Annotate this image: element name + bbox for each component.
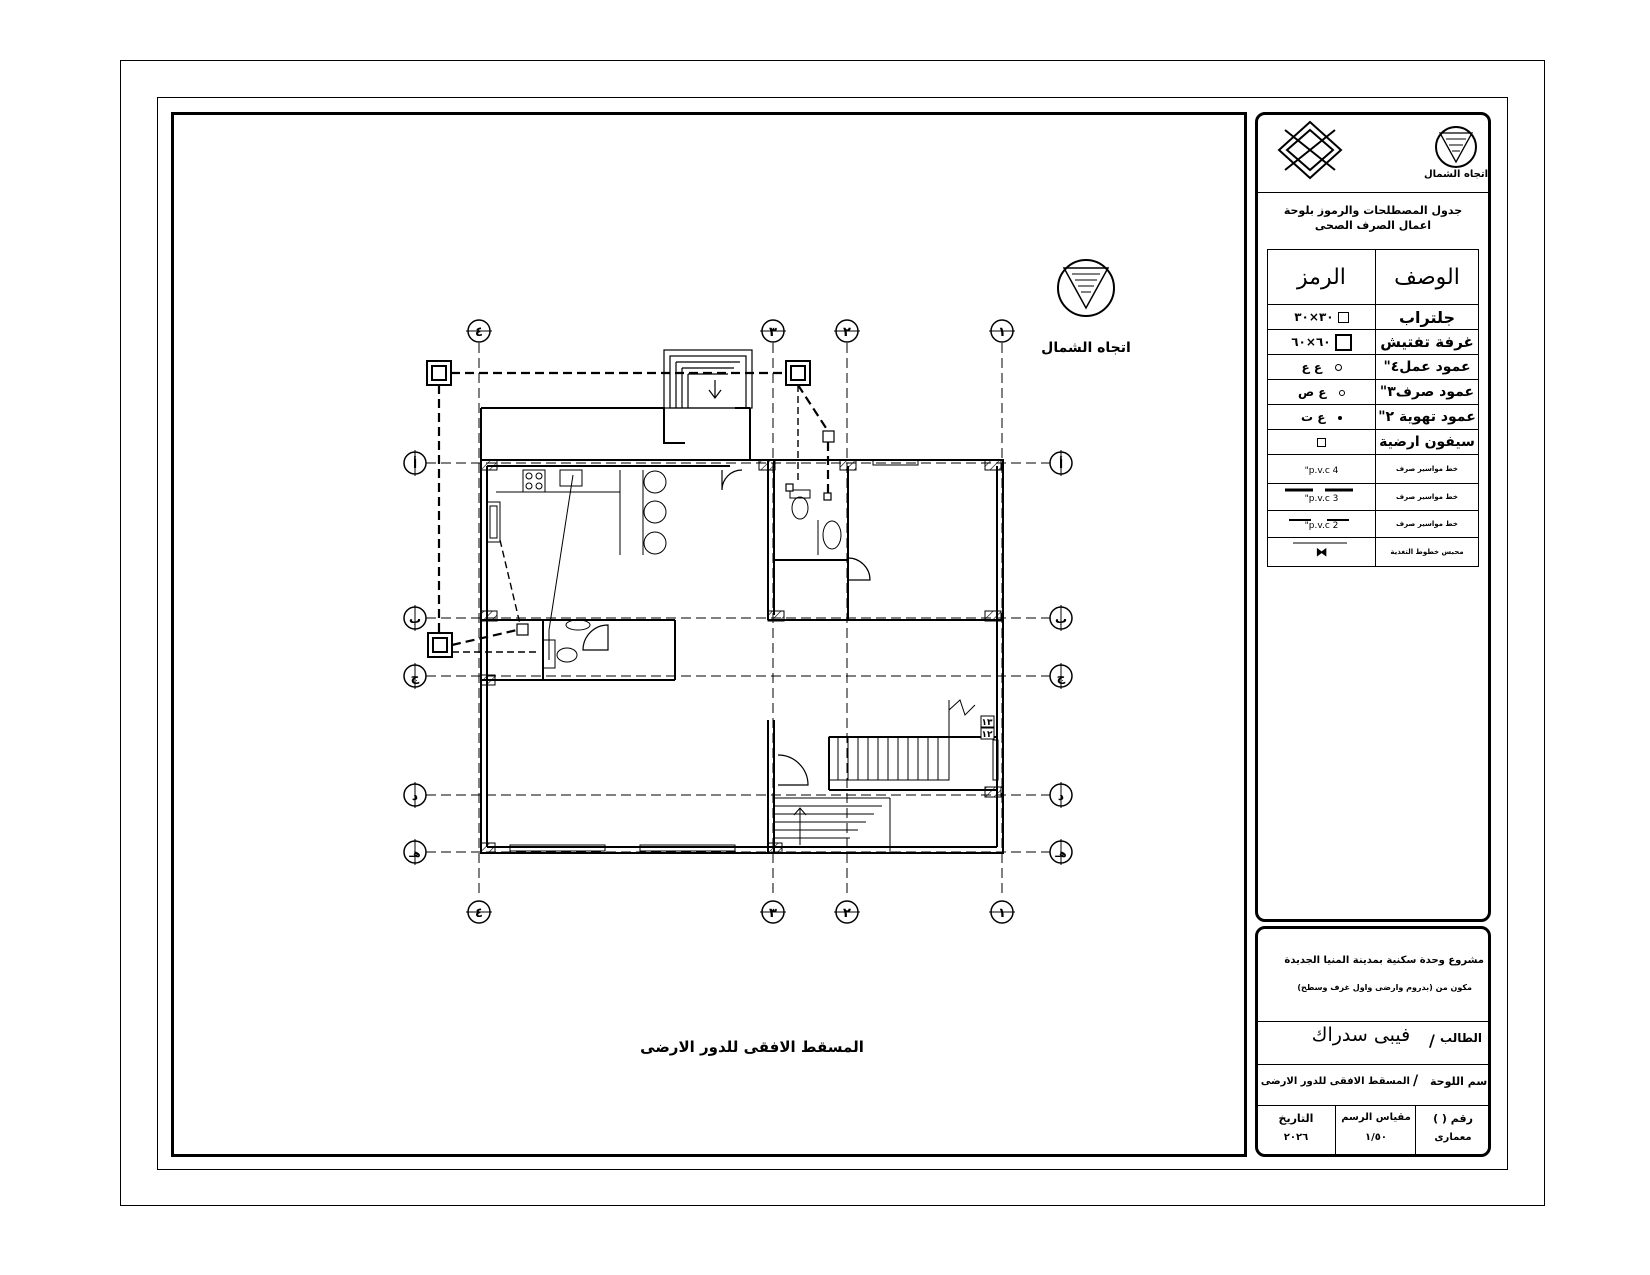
grid-bubble-top-1 bbox=[989, 320, 1015, 342]
legend-row-symbol: p.v.c 4" bbox=[1268, 455, 1376, 484]
drawing-title: المسقط الافقى للدور الارضى bbox=[640, 1038, 864, 1056]
svg-text:ج: ج bbox=[1056, 670, 1066, 684]
svg-text:٣: ٣ bbox=[769, 906, 777, 921]
legend-north-arrow-icon bbox=[1433, 124, 1479, 170]
legend-row-desc: خط مواسير صرف bbox=[1376, 484, 1479, 511]
grid-bubble-left-e bbox=[404, 839, 426, 865]
legend-row-desc: سيفون ارضية bbox=[1376, 430, 1479, 455]
legend-row-desc: جلتراب bbox=[1376, 305, 1479, 330]
grid-bubble-left-d bbox=[404, 782, 426, 808]
legend-row-desc: عمود عمل٤" bbox=[1376, 355, 1479, 380]
svg-text:٢: ٢ bbox=[843, 906, 851, 921]
scale-value: ١/٥٠ bbox=[1365, 1132, 1387, 1143]
svg-text:١: ١ bbox=[998, 906, 1006, 921]
legend-row-symbol: ٣٠×٣٠ bbox=[1268, 305, 1376, 330]
top-stair bbox=[664, 350, 752, 408]
legend-row-desc: عمود صرف٣" bbox=[1376, 380, 1479, 405]
grid-bubble-bottom-1 bbox=[989, 901, 1015, 923]
grid-bubble-right-c bbox=[1050, 663, 1072, 689]
floor-drain-icon bbox=[1317, 438, 1326, 447]
legend-row-symbol: p.v.c 3" bbox=[1268, 484, 1376, 511]
legend-row-desc: خط مواسير صرف bbox=[1376, 455, 1479, 484]
title-divider-v1 bbox=[1335, 1105, 1336, 1155]
sheet-separator: / bbox=[1413, 1073, 1419, 1089]
grid-bubble-right-d bbox=[1050, 782, 1072, 808]
title-divider-v2 bbox=[1415, 1105, 1416, 1155]
svg-text:أ: أ bbox=[412, 457, 418, 471]
grid-bubble-bottom-4 bbox=[466, 901, 492, 923]
kitchen-fixtures bbox=[487, 470, 666, 555]
legend-row-symbol: ع ت bbox=[1268, 405, 1376, 430]
svg-text:٤: ٤ bbox=[475, 325, 483, 340]
title-divider-2 bbox=[1255, 1064, 1491, 1065]
svg-text:هـ: هـ bbox=[1055, 847, 1067, 860]
legend-row-symbol: ٦٠×٦٠ bbox=[1268, 330, 1376, 355]
legend-row-desc: محبس خطوط التغذية bbox=[1376, 538, 1479, 567]
scale-label: مقياس الرسم bbox=[1341, 1112, 1411, 1123]
bathroom-fixtures bbox=[543, 490, 841, 668]
title-divider-1 bbox=[1255, 1021, 1491, 1022]
grid-bubble-left-a bbox=[404, 450, 426, 476]
svg-text:١: ١ bbox=[998, 325, 1006, 340]
manhole-icon bbox=[1335, 334, 1352, 351]
grid-bubble-top-2 bbox=[834, 320, 860, 342]
number-value: معمارى bbox=[1434, 1132, 1472, 1143]
university-logo bbox=[1275, 120, 1345, 180]
grid-bubble-left-b bbox=[404, 605, 426, 631]
legend-title-line1: جدول المصطلحات والرموز بلوحة bbox=[1283, 204, 1463, 217]
stack-icon bbox=[1339, 390, 1345, 396]
svg-text:أ: أ bbox=[1058, 457, 1064, 471]
legend-row-desc: عمود تهوية ٢" bbox=[1376, 405, 1479, 430]
north-arrow-icon bbox=[1058, 260, 1114, 316]
legend-divider bbox=[1255, 192, 1491, 194]
grid-bubble-top-3 bbox=[760, 320, 786, 342]
legend-row-symbol: ع ص bbox=[1268, 380, 1376, 405]
valve-icon: ⧓ bbox=[1315, 545, 1328, 559]
svg-text:د: د bbox=[1057, 789, 1065, 803]
legend-row-symbol: p.v.c 2" bbox=[1268, 511, 1376, 538]
student-name: فيبى سدراك bbox=[1311, 1024, 1411, 1046]
student-label: الطالب bbox=[1440, 1031, 1483, 1045]
svg-text:ب: ب bbox=[408, 612, 422, 626]
student-separator: / bbox=[1429, 1031, 1435, 1050]
grid-bubble-bottom-3 bbox=[760, 901, 786, 923]
svg-text:هـ: هـ bbox=[409, 847, 421, 860]
stair-number-12-text: ١٢ bbox=[981, 730, 993, 740]
grid-bubble-left-c bbox=[404, 663, 426, 689]
legend-row-symbol: ع ع bbox=[1268, 355, 1376, 380]
date-value: ٢٠٢٦ bbox=[1283, 1132, 1309, 1143]
number-label: رقم ( ) bbox=[1433, 1112, 1473, 1125]
walls bbox=[481, 408, 1003, 853]
columns bbox=[481, 460, 1001, 853]
grid-bubble-right-b bbox=[1050, 605, 1072, 631]
stair-number-13-text: ١٣ bbox=[981, 718, 993, 728]
legend-col-description: الوصف bbox=[1376, 250, 1479, 305]
legend-north-label: اتجاه الشمال bbox=[1423, 169, 1489, 180]
drain-pipes-3in bbox=[452, 385, 798, 652]
main-stair bbox=[775, 700, 997, 853]
stack-icon bbox=[1335, 364, 1342, 371]
drain-pipes-2in bbox=[549, 475, 573, 660]
vent-stack-icon bbox=[1338, 416, 1342, 420]
grid-bubble-bottom-2 bbox=[834, 901, 860, 923]
grid-bubble-right-e bbox=[1050, 839, 1072, 865]
title-divider-3 bbox=[1255, 1105, 1491, 1106]
legend-row-desc: خط مواسير صرف bbox=[1376, 511, 1479, 538]
north-label: اتجاه الشمال bbox=[1041, 340, 1131, 356]
svg-text:ج: ج bbox=[410, 670, 420, 684]
project-line2: مكون من (بدروم وارضى واول غرف وسطح) bbox=[1297, 983, 1472, 992]
doors bbox=[583, 470, 870, 785]
legend-row-desc: غرفة تفتيش bbox=[1376, 330, 1479, 355]
sheet-name: المسقط الافقى للدور الارضى bbox=[1260, 1076, 1410, 1087]
grid-bubble-right-a bbox=[1050, 450, 1072, 476]
legend-col-symbol: الرمز bbox=[1268, 250, 1376, 305]
project-line1: مشروع وحدة سكنية بمدينة المنيا الجديدة bbox=[1284, 955, 1484, 966]
legend-row-symbol bbox=[1268, 430, 1376, 455]
legend-title-line2: اعمال الصرف الصحى bbox=[1314, 219, 1432, 232]
svg-text:ب: ب bbox=[1054, 612, 1068, 626]
gully-traps bbox=[517, 431, 834, 635]
svg-text:٣: ٣ bbox=[769, 325, 777, 340]
svg-text:٤: ٤ bbox=[475, 906, 483, 921]
windows bbox=[510, 460, 998, 851]
date-label: التاريخ bbox=[1278, 1112, 1314, 1125]
grid-bubble-top-4 bbox=[466, 320, 492, 342]
svg-text:٢: ٢ bbox=[843, 325, 851, 340]
gully-trap-icon bbox=[1338, 312, 1349, 323]
legend-pipe-symbols bbox=[1267, 470, 1375, 580]
svg-text:د: د bbox=[411, 789, 419, 803]
sheet-label: اسم اللوحة bbox=[1430, 1075, 1491, 1088]
